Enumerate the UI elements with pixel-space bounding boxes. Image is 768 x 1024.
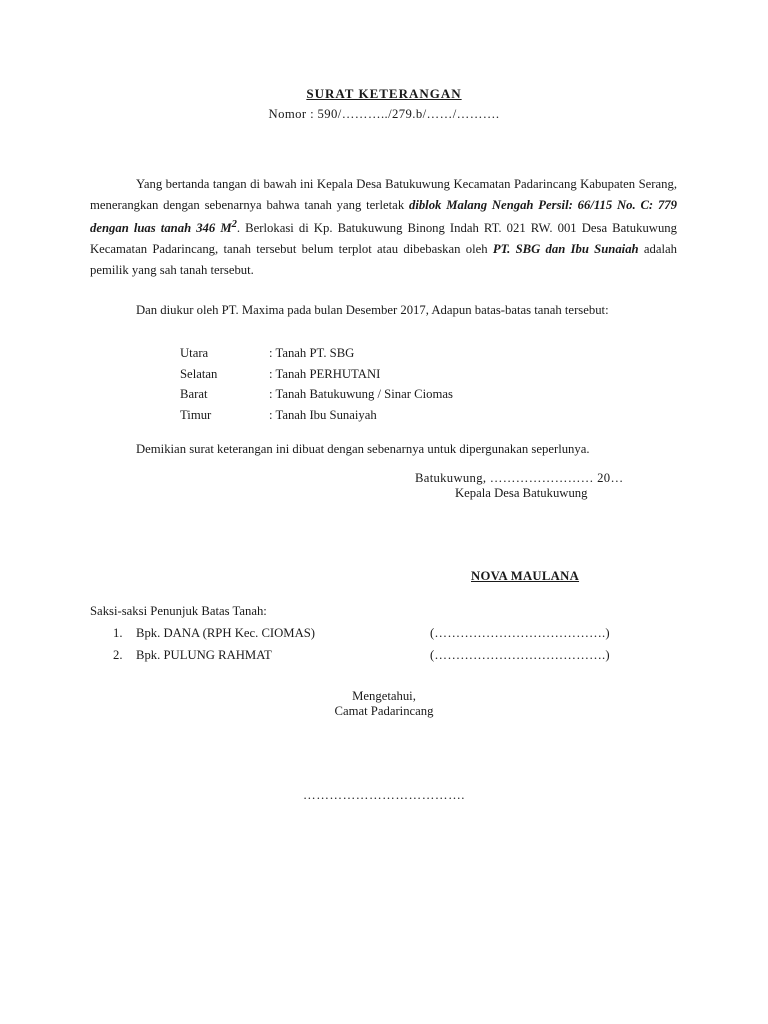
paragraph-statement: [90, 174, 677, 280]
witness-number: 2.: [113, 648, 123, 662]
witness-signature-line: (………………………………….): [430, 626, 610, 640]
boundary-value: : Tanah Batukuwung / Sinar Ciomas: [269, 387, 453, 402]
boundaries-list: [180, 343, 453, 425]
signer-name: NOVA MAULANA: [471, 569, 580, 583]
measurement-text: Dan diukur oleh PT. Maxima pada bulan Desember 2017, Adapun batas-batas tanah tersebut:: [136, 303, 609, 317]
witness-row: [113, 648, 610, 663]
statement-text-3: adalah pemilik yang sah tanah tersebut.: [90, 242, 677, 277]
document-title: SURAT KETERANGAN: [306, 86, 462, 101]
boundary-value: : Tanah PERHUTANI: [269, 366, 381, 381]
owner-names: PT. SBG dan Ibu Sunaiah: [492, 242, 639, 257]
paragraph-measurement: [90, 300, 677, 321]
witness-name: Bpk. DANA (RPH Kec. CIOMAS): [136, 626, 316, 640]
witness-heading: Saksi-saksi Penunjuk Batas Tanah:: [90, 604, 267, 618]
boundary-direction: Utara: [180, 346, 209, 360]
land-description: diblok Malang Nengah Persil: 66/115 No. C: 779 dengan luas tanah 346 $M^2$: [90, 197, 677, 236]
place-date-line: Batukuwung, …………………… 20…: [415, 471, 624, 485]
witness-signature-line: (………………………………….): [430, 648, 610, 662]
statement-text-1: Yang bertanda tangan di bawah ini Kepala Desa Batukuwung Kecamatan Padarincang Kabupaten Serang, menerangkan dengan sebenarnya bahwa tanah yang terletak: [90, 177, 677, 212]
boundary-row: [180, 405, 453, 426]
statement-text-2: . Berlokasi di Kp. Batukuwung Binong Indah RT. 021 RW. 001 Desa Batukuwung Kecamatan Padarincang, tanah tersebut belum terplot atau dibebaskan oleh: [90, 221, 677, 257]
boundary-row: [180, 343, 453, 364]
document-number: Nomor : 590/………../279.b/……/……….: [268, 107, 500, 121]
acknowledgement-label: Mengetahui,: [352, 689, 416, 703]
witness-name: Bpk. PULUNG RAHMAT: [136, 648, 272, 662]
area-unit-superscript: 2: [231, 219, 237, 231]
acknowledgement-title: Camat Padarincang: [334, 704, 434, 718]
boundary-direction: Selatan: [180, 366, 218, 381]
boundary-direction: Timur: [180, 407, 212, 422]
witness-row: [113, 626, 610, 641]
boundary-direction: Barat: [180, 387, 208, 402]
boundary-row: [180, 364, 453, 385]
witness-number: 1.: [113, 626, 123, 640]
boundary-value: : Tanah Ibu Sunaiyah: [269, 407, 377, 422]
boundary-value: : Tanah PT. SBG: [269, 346, 355, 360]
acknowledgement-signature-line: ……………………………….: [303, 788, 465, 802]
closing-statement: Demikian surat keterangan ini dibuat dengan sebenarnya untuk dipergunakan seperlunya.: [136, 442, 590, 456]
boundary-row: [180, 384, 453, 405]
signer-title: Kepala Desa Batukuwung: [455, 486, 588, 500]
